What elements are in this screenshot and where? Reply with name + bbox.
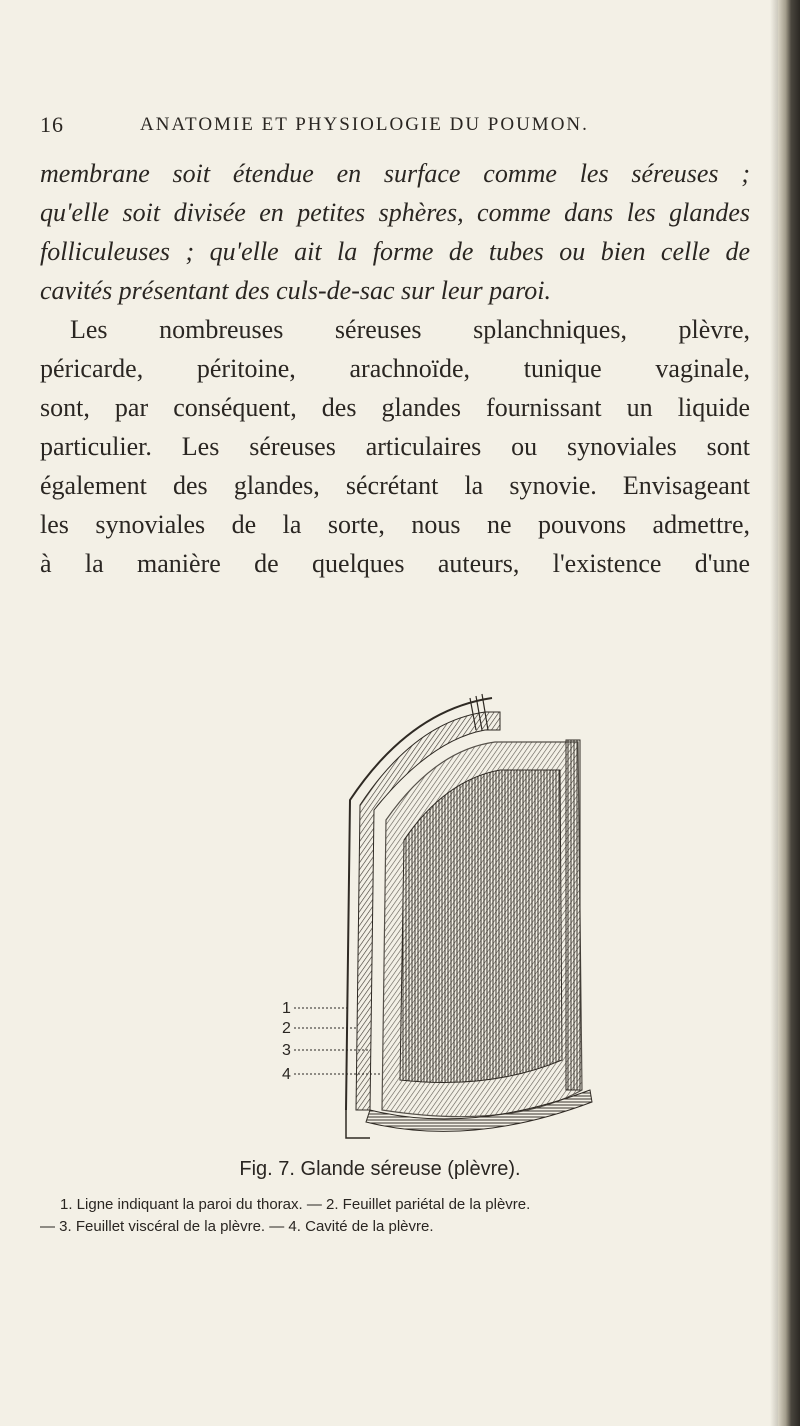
text-line: folliculeuses ; qu'elle ait la forme de tubes ou bien celle de: [40, 237, 750, 266]
legend-line: — 3. Feuillet viscéral de la plèvre. — 4. Cavité de la plèvre.: [40, 1218, 434, 1235]
text-line: particulier. Les séreuses articulaires ou synoviales sont: [40, 432, 750, 461]
page-header: [40, 112, 760, 142]
visceral-layer-right: [566, 740, 580, 1090]
page-edge: [778, 0, 800, 1426]
page-shadow: [770, 0, 778, 1426]
text-line: les synoviales de la sorte, nous ne pouvons admettre,: [40, 510, 750, 539]
label-2: 2: [282, 1020, 291, 1037]
label-1: 1: [282, 1000, 291, 1017]
figure-legend: [40, 1194, 760, 1238]
page-number: 16: [40, 112, 64, 137]
figure-caption: Fig. 7. Glande séreuse (plèvre).: [239, 1158, 521, 1180]
text-line: à la manière de quelques auteurs, l'existence d'une: [40, 549, 750, 578]
lung-inner: [400, 770, 562, 1083]
label-4: 4: [282, 1066, 291, 1083]
text-line: cavités présentant des culs-de-sac sur leur paroi.: [40, 276, 551, 305]
thorax-base: [346, 1110, 370, 1138]
text-line: Les nombreuses séreuses splanchniques, plèvre,: [70, 315, 750, 344]
text-line: également des glandes, sécrétant la synovie. Envisageant: [40, 471, 750, 500]
legend-line: 1. Ligne indiquant la paroi du thorax. — 2. Feuillet pariétal de la plèvre.: [60, 1196, 531, 1213]
figure-pleura: [270, 690, 610, 1150]
label-3: 3: [282, 1042, 291, 1059]
text-line: sont, par conséquent, des glandes fournissant un liquide: [40, 393, 750, 422]
text-line: qu'elle soit divisée en petites sphères, comme dans les glandes: [40, 198, 750, 227]
text-line: péricarde, péritoine, arachnoïde, tunique vaginale,: [40, 354, 750, 383]
text-line: membrane soit étendue en surface comme les séreuses ;: [40, 159, 750, 188]
running-title: ANATOMIE ET PHYSIOLOGIE DU POUMON.: [140, 114, 589, 135]
pleura-illustration: [270, 690, 610, 1150]
body-text: [40, 154, 750, 583]
